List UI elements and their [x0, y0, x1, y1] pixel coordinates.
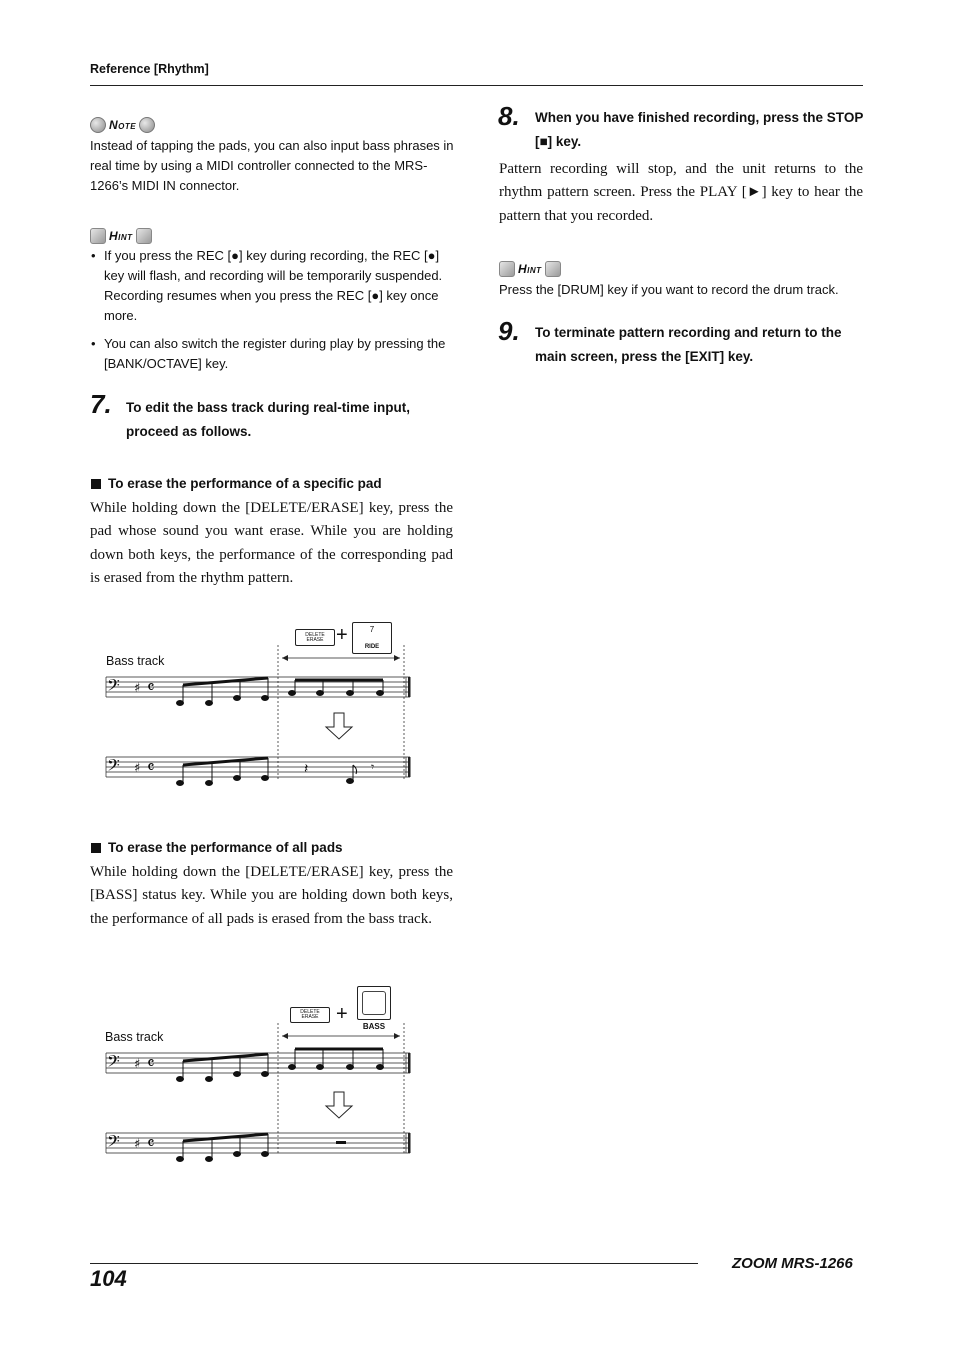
hint-badge-label: Hint [109, 229, 133, 243]
footer-rule [90, 1263, 698, 1264]
svg-text:𝄴: 𝄴 [147, 678, 155, 698]
score-figure-2 [90, 985, 420, 1170]
step-7-text: To edit the bass track during real-time input, proceed as follows. [126, 400, 411, 439]
figure-track-label: Bass track [106, 654, 165, 668]
hint-badge-label: Hint [518, 262, 542, 276]
svg-text:𝄢: 𝄢 [107, 1051, 120, 1075]
square-bullet-icon [91, 479, 101, 489]
hint-left-icon [90, 228, 106, 244]
plus-icon: + [336, 1003, 348, 1025]
note-right-icon [139, 117, 155, 133]
hint-text: Press the [DRUM] key if you want to record the drum track. [499, 282, 839, 297]
section-heading-all-pads [91, 840, 343, 855]
svg-text:♯: ♯ [134, 1057, 141, 1072]
svg-text:𝄴: 𝄴 [147, 1054, 155, 1074]
hint-right-icon [136, 228, 152, 244]
note-left-icon [90, 117, 106, 133]
header-rule [90, 85, 863, 86]
pad-number: 7 [369, 625, 375, 634]
hint-badge [90, 228, 152, 244]
key-text-line1: DELETE [300, 1009, 320, 1015]
svg-text:♯: ♯ [134, 761, 141, 776]
section-heading-text: To erase the performance of all pads [108, 840, 343, 855]
svg-text:𝄢: 𝄢 [107, 675, 120, 699]
section-a-body: While holding down the [DELETE/ERASE] key, press the pad whose sound you want erase. While you are holding down both keys, the performance of the corresponding pad is erased from the rhythm pattern. [90, 500, 453, 586]
step-8-body: Pattern recording will stop, and the unit returns to the rhythm pattern screen. Press the PLAY [►] key to hear the pattern that you recorded. [499, 161, 863, 224]
step-7-number: 7. [90, 389, 112, 419]
step-8-text: When you have finished recording, press the STOP [■] key. [535, 110, 864, 149]
square-bullet-icon [91, 843, 101, 853]
plus-icon: + [336, 624, 348, 646]
note-badge [90, 117, 155, 133]
svg-text:♯: ♯ [134, 1137, 141, 1152]
section-b-body: While holding down the [DELETE/ERASE] key, press the [BASS] status key. While you are holding down both keys, the performance of all pads is erased from the bass track. [90, 864, 453, 927]
note-badge-label: Note [109, 118, 137, 132]
svg-text:𝄴: 𝄴 [147, 1134, 155, 1154]
hint-badge [499, 261, 561, 277]
hint-left-icon [499, 261, 515, 277]
status-key-label: BASS [362, 1022, 386, 1031]
svg-text:𝄽: 𝄽 [304, 761, 309, 777]
page-number: 104 [90, 1266, 127, 1291]
pad-label: RIDE [364, 644, 380, 650]
svg-text:𝄢: 𝄢 [107, 755, 120, 779]
svg-text:𝄾: 𝄾 [371, 760, 375, 774]
hint-bullet-list [90, 246, 456, 382]
step-8-number: 8. [498, 101, 520, 131]
step-9-number: 9. [498, 316, 520, 346]
hint-bullet-item: • You can also switch the register during play by pressing the [BANK/OCTAVE] key. [90, 334, 456, 374]
running-header: Reference [Rhythm] [90, 62, 209, 76]
hint-bullet-item: • If you press the REC [●] key during recording, the REC [●] key will flash, and recording will be temporarily suspended. Recording resumes when you press the REC [●] key once more. [90, 246, 456, 326]
key-text-line1: DELETE [305, 632, 325, 638]
hint-right-icon [545, 261, 561, 277]
key-text-line2: ERASE [301, 1014, 319, 1020]
section-heading-text: To erase the performance of a specific pad [108, 476, 382, 491]
product-name: ZOOM MRS-1266 [732, 1255, 853, 1272]
svg-text:♯: ♯ [134, 681, 141, 696]
figure-erase-pad [90, 615, 420, 795]
svg-text:𝄢: 𝄢 [107, 1131, 120, 1155]
section-heading-specific-pad [91, 476, 382, 491]
note-text: Instead of tapping the pads, you can also input bass phrases in real time by using a MIDI controller connected to the MRS-1266’s MIDI IN connector. [90, 138, 454, 193]
score-figure-1 [90, 615, 420, 795]
figure-erase-all [90, 985, 420, 1170]
step-9-text: To terminate pattern recording and return to the main screen, press the [EXIT] key. [535, 325, 842, 364]
svg-text:𝄴: 𝄴 [147, 758, 155, 778]
figure-track-label: Bass track [105, 1030, 164, 1044]
key-text-line2: ERASE [306, 637, 324, 643]
